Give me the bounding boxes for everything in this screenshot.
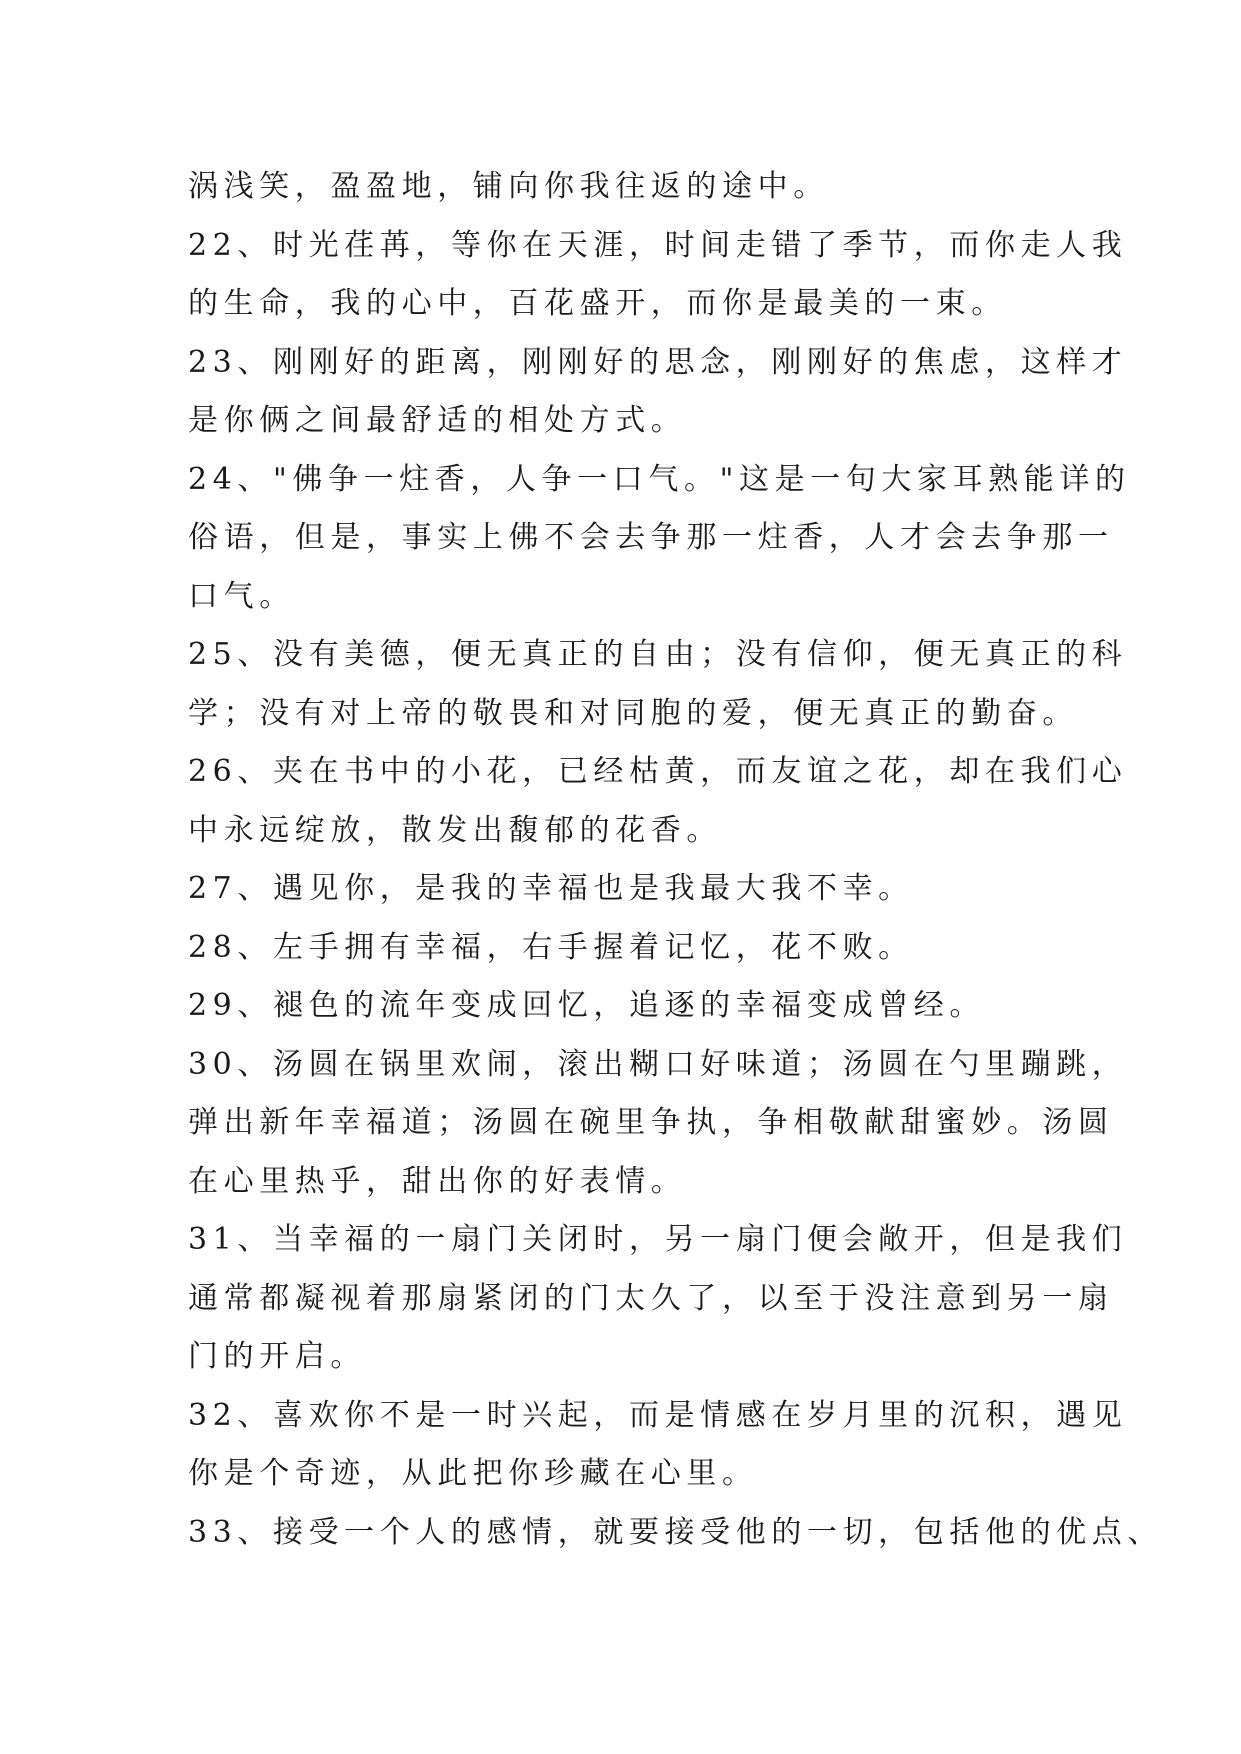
- text-line: 24、"佛争一炷香，人争一口气。"这是一句大家耳熟能详的: [188, 461, 1131, 497]
- text-line: 28、左手拥有幸福，右手握着记忆，花不败。: [188, 929, 914, 965]
- text-line: 弹出新年幸福道；汤圆在碗里争执，争相敬献甜蜜妙。汤圆: [188, 1105, 1114, 1140]
- paragraph: [188, 626, 1128, 743]
- text-line: 27、遇见你，是我的幸福也是我最大我不幸。: [188, 871, 914, 906]
- text-line: 口气。: [188, 578, 295, 614]
- paragraph: [188, 334, 1128, 451]
- paragraph: [188, 217, 1128, 334]
- text-line: 32、喜欢你不是一时兴起，而是情感在岁月里的沉积，遇见: [188, 1397, 1128, 1433]
- text-line: 门的开启。: [188, 1339, 366, 1374]
- paragraph: [188, 743, 1128, 860]
- paragraph: [188, 158, 1056, 217]
- text-line: 你是个奇迹，从此把你珍藏在心里。: [188, 1456, 758, 1491]
- text-line: 通常都凝视着那扇紧闭的门太久了，以至于没注意到另一扇: [188, 1280, 1114, 1316]
- text-line: 涡浅笑，盈盈地，铺向你我往返的途中。: [188, 169, 829, 204]
- text-line: 学；没有对上帝的敬畏和对同胞的爱，便无真正的勤奋。: [188, 695, 1078, 731]
- text-line: 俗语，但是，事实上佛不会去争那一炷香，人才会去争那一: [188, 520, 1114, 555]
- text-line: 在心里热乎，甜出你的好表情。: [188, 1163, 687, 1199]
- text-line: 31、当幸福的一扇门关闭时，另一扇门便会敞开，但是我们: [188, 1222, 1128, 1257]
- text-line: 中永远绽放，散发出馥郁的花香。: [188, 812, 722, 848]
- text-line: 的生命，我的心中，百花盛开，而你是最美的一束。: [188, 286, 1007, 321]
- text-line: 29、褪色的流年变成回忆，追逐的幸福变成曾经。: [188, 988, 985, 1023]
- paragraph: [188, 1504, 1163, 1563]
- text-line: 30、汤圆在锅里欢闹，滚出糊口好味道；汤圆在勺里蹦跳，: [188, 1046, 1128, 1082]
- text-line: 26、夹在书中的小花，已经枯黄，而友谊之花，却在我们心: [188, 754, 1128, 789]
- paragraph: [188, 451, 1131, 627]
- paragraph: [188, 919, 1056, 978]
- text-line: 33、接受一个人的感情，就要接受他的一切，包括他的优点、: [188, 1514, 1163, 1550]
- paragraph: [188, 977, 1056, 1036]
- paragraph: [188, 860, 1056, 919]
- document-body: [188, 158, 1163, 1562]
- text-line: 25、没有美德，便无真正的自由；没有信仰，便无真正的科: [188, 637, 1128, 672]
- text-line: 23、刚刚好的距离，刚刚好的思念，刚刚好的焦虑，这样才: [188, 344, 1128, 380]
- text-line: 是你俩之间最舒适的相处方式。: [188, 403, 687, 438]
- text-line: 22、时光荏苒，等你在天涯，时间走错了季节，而你走人我: [188, 227, 1128, 263]
- paragraph: [188, 1036, 1128, 1212]
- paragraph: [188, 1211, 1128, 1387]
- paragraph: [188, 1387, 1128, 1504]
